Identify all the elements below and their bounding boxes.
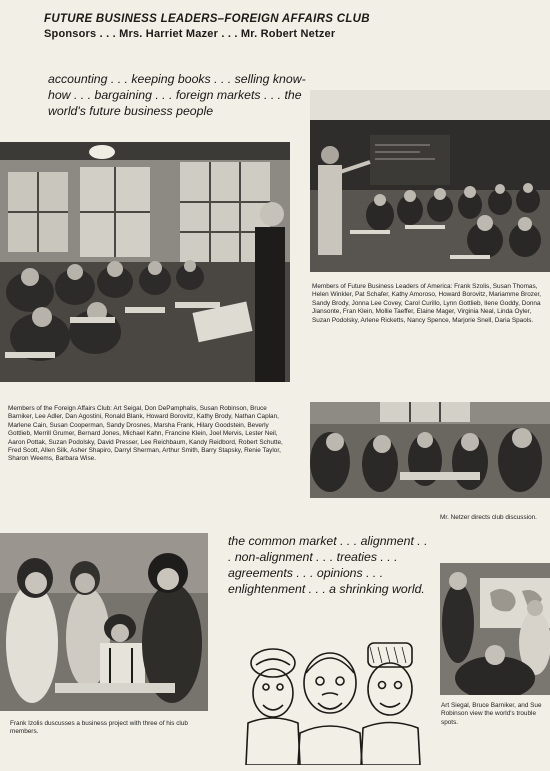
cartoon-drawing (238, 623, 423, 765)
izolis-caption: Frank Izolis duscusses a business project with three of his club members. (10, 720, 188, 736)
club-discussion-photo (310, 402, 550, 498)
classroom-photo (0, 142, 290, 382)
sponsors-line: Sponsors . . . Mrs. Harriet Mazer . . . Mr. Robert Netzer (44, 28, 336, 40)
fbla-photo (310, 90, 550, 272)
fbla-caption: Members of Future Business Leaders of America: Frank Szolis, Susan Thomas, Helen Winkler, Pat Schafer, Kathy Amoroso, Howard Borovitz, Mariamme Brozer, Sandy Brody, Jonna Lee Covey, Carol Curillo, Lynn Gottlieb, Ilene Goddy, Donna Jiansonte, Fran Klein, Mollie Taeffer, Elaine Mager, Virginia Neal, Linda Oyler, Suzan Podolsky, Arlene Ricketts, Nancy Spence, Marjorie Snell, Daria Spaols. (312, 283, 542, 324)
topics-text: the common market . . . alignment . . . non-alignment . . . treaties . . . agreements . . . opinions . . . enlightenment . . . a shrinking world. (228, 534, 428, 596)
world-map-photo (440, 563, 550, 695)
foreign-affairs-caption: Members of the Foreign Affairs Club: Art Seigal, Don DePamphalis, Susan Robinson, Bruce Barniker, Lee Adler, Dan Agostini, Ronald Blank, Howard Borovitz, Kathy Brody, Nathan Caplan, Marlene Cain, Susan Cooperman, Sandy Drosnes, Marsha Frank, Hilary Goodstein, Beverly Gottlieb, Merrill Grumer, Bernard Jones, Michael Kahn, Francine Klein, Joel Mervis, Lester Neil, Aaron Pottak, Suzan Podolsky, David Presser, Lee Reichbaum, Kandy Reidbord, Robert Schutte, Fred Scott, Allen Silk, Asher Shapiro, Darryl Sherman, Arthur Smith, Barry Stapsky, Renie Taylor, Sharon Weems, Barbara Wise. (8, 405, 283, 463)
business-project-photo (0, 533, 208, 711)
intro-text: accounting . . . keeping books . . . selling know-how . . . bargaining . . . foreign markets . . . the world's future business people (48, 72, 306, 118)
siegal-caption: Art Siegal, Bruce Barniker, and Sue Robinson view the world's trouble spots. (441, 702, 542, 726)
netzer-caption: Mr. Netzer directs club discussion. (440, 514, 537, 521)
page-title: FUTURE BUSINESS LEADERS–FOREIGN AFFAIRS CLUB (44, 13, 370, 25)
